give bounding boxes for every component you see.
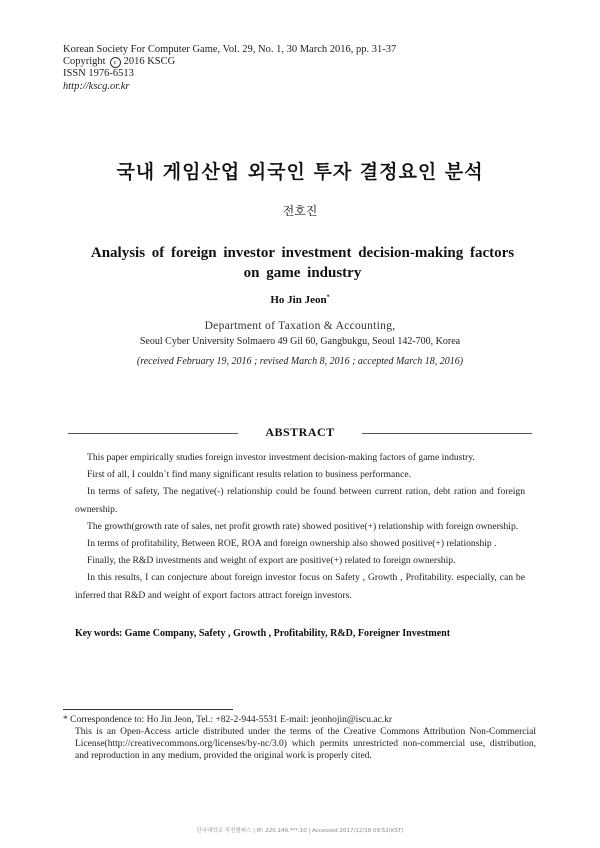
keywords-text: Game Company, Safety , Growth , Profitability, R&D, Foreigner Investment: [122, 628, 451, 639]
abstract-heading-row: [68, 425, 532, 443]
abstract-paragraph: The growth(growth rate of sales, net profit growth rate) showed positive(+) relationship with foreign ownership.: [87, 520, 519, 532]
author-korean: 전호진: [282, 204, 318, 218]
footnote-divider: [63, 709, 233, 710]
journal-info: [63, 44, 396, 93]
journal-citation: Korean Society For Computer Game, Vol. 29, No. 1, 30 March 2016, pp. 31-37: [63, 44, 397, 55]
title-english: Analysis of foreign investor investment decision-making factors on game industry: [90, 245, 515, 281]
copyright-year: 2016 KSCG: [123, 56, 176, 68]
copyright-label: Copyright: [63, 56, 106, 68]
keywords: [75, 628, 535, 639]
copyright-line: [63, 56, 396, 68]
correspondence: * Correspondence to: Ho Jin Jeon, Tel.: +82-2-944-5531 E-mail: jeonhojin@iscu.ac.kr: [63, 715, 393, 725]
department: Department of Taxation & Accounting,: [204, 320, 396, 332]
divider-right: [362, 433, 532, 434]
author-name: Ho Jin Jeon: [270, 294, 327, 306]
address: Seoul Cyber University Solmaero 49 Gil 60, Gangbukgu, Seoul 142-700, Korea: [139, 336, 461, 347]
abstract-paragraph: In terms of safety, The negative(-) relationship could be found between current ration, debt ration and foreign ownership.: [75, 486, 525, 515]
issn: ISSN 1976-6513: [63, 68, 134, 80]
abstract-paragraph: In this results, I can conjecture about foreign investor focus on Safety , Growth , Profitability. especially, can be inferred that R&D and weight of export factors attract foreign investors.: [75, 572, 525, 601]
copyright-icon: c: [110, 57, 121, 68]
journal-url[interactable]: http://kscg.or.kr: [63, 80, 130, 92]
title-korean: 국내 게임산업 외국인 투자 결정요인 분석: [116, 161, 484, 183]
abstract-paragraph: Finally, the R&D investments and weight of export are positive(+) related to foreign ownership.: [87, 555, 456, 567]
abstract-paragraph: This paper empirically studies foreign investor investment decision-making factors of game industry.: [87, 452, 475, 463]
abstract-heading: ABSTRACT: [265, 425, 335, 439]
keywords-label: Key words:: [75, 628, 123, 639]
author-footnote-mark: *: [326, 294, 330, 301]
footnote: [63, 714, 536, 762]
access-stamp: 단국대학교 죽전캠퍼스 | IP: 220.149.***.10 | Accessed 2017/12/18 09:52(KST): [196, 828, 404, 834]
author-english: [0, 294, 600, 306]
open-access-notice: This is an Open-Access article distributed under the terms of the Creative Commons Attribution Non-Commercial License(http://creativecommons.org/licenses/by-nc/3.0) which permits unrestricted non-commercial use, distribution, and reproduction in any medium, provided the original work is properly cited.: [75, 727, 536, 761]
abstract-body: [75, 449, 525, 604]
abstract-paragraph: First of all, I couldn´t find many significant results relation to business performance.: [87, 469, 411, 481]
abstract-paragraph: In terms of profitability, Between ROE, ROA and foreign ownership also showed positive(+) relationship .: [87, 538, 497, 550]
received-dates: (received February 19, 2016 ; revised March 8, 2016 ; accepted March 18, 2016): [136, 356, 464, 367]
